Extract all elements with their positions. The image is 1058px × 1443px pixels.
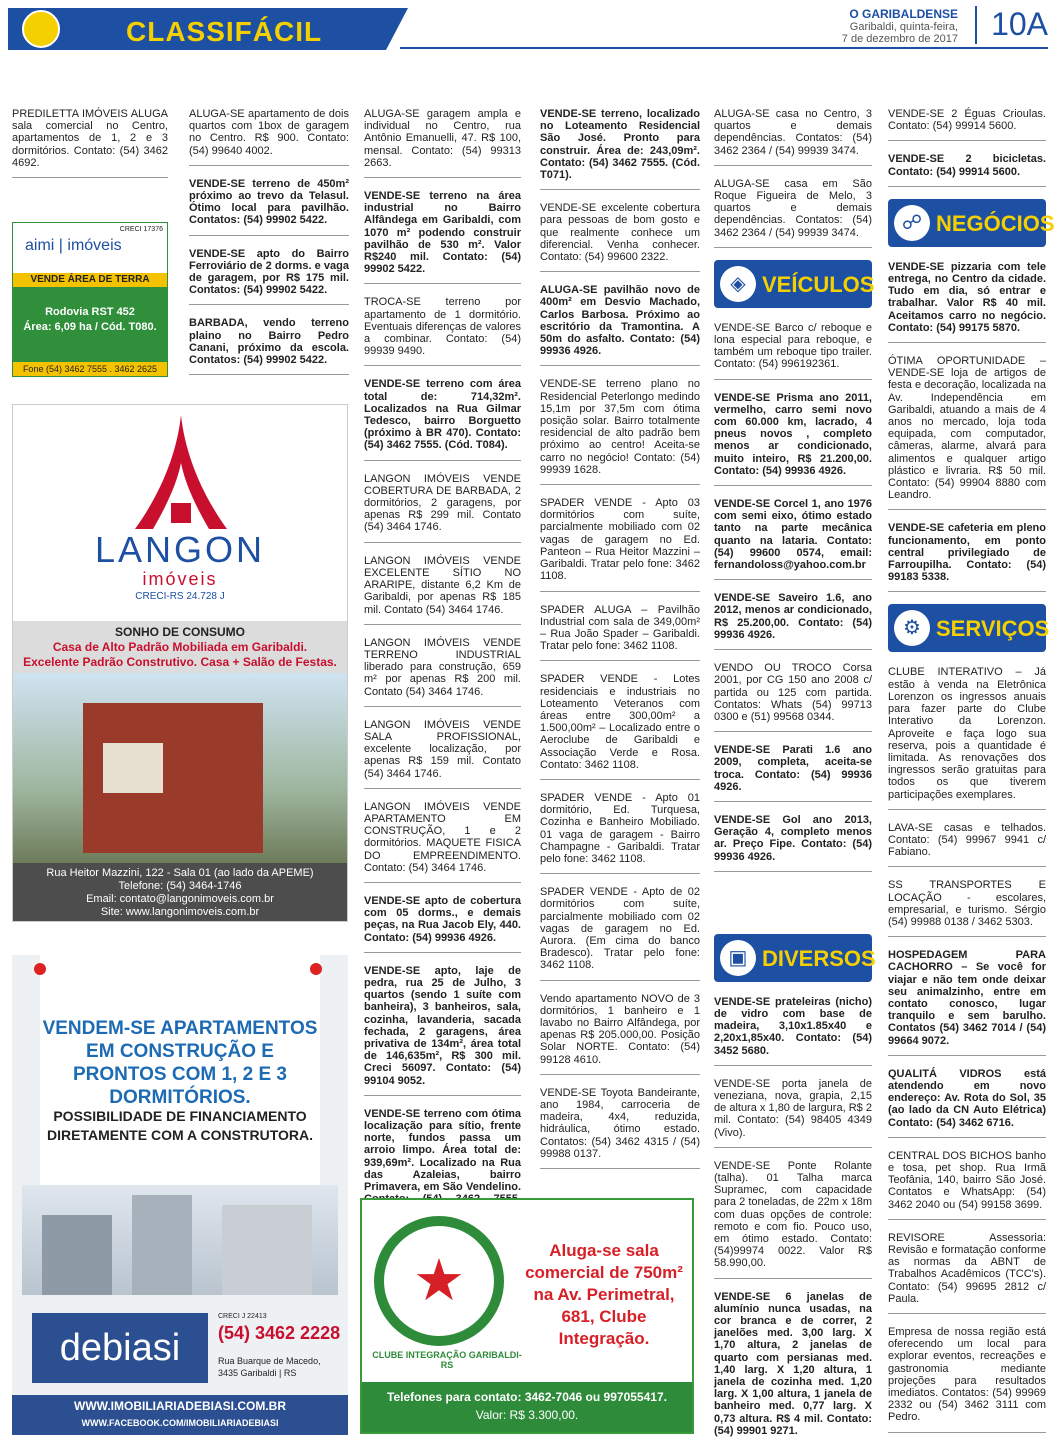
- classified-ad: VENDE-SE terreno de 450m² próximo ao trevo da Telasul. Ótimo local para pavilhão. Contatos: (54) 99902 5422.: [189, 178, 349, 236]
- aimi-area: Área: 6,09 ha / Cód. T080.: [23, 321, 157, 333]
- clube-logo-text: [372, 1350, 522, 1370]
- star-icon: ★: [413, 1248, 465, 1313]
- date-line1: Garibaldi, quinta-feira,: [849, 21, 958, 33]
- classified-ad: SS TRANSPORTES E LOCAÇÃO - escolares, empresarial, e turismo. Sérgio (54) 99988 0138 / 3462 5303.: [888, 879, 1046, 937]
- date-line2: 7 de dezembro de 2017: [841, 33, 958, 45]
- classified-ad: VENDE-SE Toyota Bandeirante, ano 1984, carroceria de madeira, 4x4, reduzida, hidráulica, ótimo estado. Contatos: (54) 3462 4315 / (54) 99988 0137.: [540, 1087, 700, 1169]
- building-illustration: [22, 1185, 338, 1295]
- classified-ad: VENDE-SE prateleiras (nicho) de vidro com base de madeira, 3,10x1.85x40 e 2,20x1,85x40. Contato: (54) 3452 5680.: [714, 996, 872, 1066]
- section-title: CLASSIFÁCIL: [126, 16, 323, 47]
- classified-ad: VENDE-SE terreno com ótima localização para sítio, frente norte, fundos passa um arroio limpo. Área total de: 939,69m². Localizado na Rua das Azaleias, bairro Primavera, em São Vendelino.: [364, 1108, 521, 1227]
- classified-ad: CENTRAL DOS BICHOS banho e tosa, pet shop. Rua Irmã Teofânia, 140, bairro São José. Contatos e WhatsApp: (54) 3462 2040 ou (54) 99158 3699.: [888, 1150, 1046, 1220]
- clube-price: Valor: R$ 3.300,00.: [475, 1408, 579, 1422]
- section-diversos: [714, 934, 876, 982]
- classified-ad: Vendo apartamento NOVO de 3 dormitórios, 1 banheiro e 1 lavabo no Bairro Alfândega, por apenas R$ 205.000,00. Posição Solar NORTE. Contato: (54) 99128 4610.: [540, 993, 700, 1075]
- classified-ad: BARBADA, vendo terreno plaino no Bairro Pedro Canani, próximo da escola. Contatos: (54) 99902 5422.: [189, 317, 349, 375]
- aimi-road: Rodovia RST 452: [45, 306, 135, 318]
- langon-address: Rua Heitor Mazzini, 122 - Sala 01 (ao lado da APEME): [46, 867, 314, 879]
- classified-ad: ALUGA-SE casa no Centro, 3 quartos e demais dependências. Contatos: (54) 3462 2364 / (54) 99939 3474.: [714, 108, 872, 166]
- section-title: NEGÓCIOS: [936, 210, 1055, 236]
- house-photo: [13, 673, 347, 863]
- column-1: [12, 108, 168, 190]
- column-5-diversos: [714, 996, 872, 1443]
- column-6-top: [888, 108, 1046, 187]
- pin-icon: [310, 963, 322, 975]
- classified-ad: VENDE-SE 6 janelas de alumínio nunca usadas, na cor branca e de correr, 2 janelões med. 3,00 larg. X 1,70 altura, 2 janelas de quarto com persianas med. 1,40 larg. X 1,20 altura, 1 janela de cozinha med. 1,20 larg. X 1,00 altura, 1 janela de banheiro med. 0,77 larg. X 0,73 altura. R$ 4 mil. Contato: (54) 99901 9271.: [714, 1291, 872, 1443]
- debiasi-facebook: WWW.FACEBOOK.COM/IMOBILIARIADEBIASI: [81, 1418, 279, 1428]
- classified-ad: LANGON IMÓVEIS VENDE EXCELENTE SÍTIO NO ARARIPE, distante 6,2 Km de Garibaldi, por apenas R$ 185 mil. Contato (54) 3464 1746.: [364, 555, 521, 625]
- classified-ad: CLUBE INTERATIVO – Já estão à venda na Eletrônica Lorenzon os ingressos anuais para fazer parte do Clube Interativo da Lorenzon. Aproveite e faça logo sua reserva, pois a quantidade é limitada. As renovações dos ingressos serão gratuitas para todos os que tiverem participações exemplares.: [888, 666, 1046, 809]
- building-shape: [132, 1195, 192, 1295]
- classified-ad: ALUGA-SE garagem ampla e individual no Centro, rua Antônio Emanuelli, 47. R$ 100, mensal. Contato: (54) 99313 2663.: [364, 108, 521, 178]
- section-title: DIVERSOS: [762, 945, 876, 971]
- debiasi-website: WWW.IMOBILIARIADEBIASI.COM.BR: [74, 1399, 286, 1413]
- box-icon: ▣: [720, 940, 756, 976]
- clube-phones: Telefones para contato: 3462-7046 ou 997055417.: [387, 1390, 667, 1404]
- debiasi-phone: (54) 3462 2228: [218, 1323, 341, 1343]
- classified-ad: SPADER ALUGA – Pavilhão Industrial com sala de 349,00m² – Rua João Spader – Garibaldi. Tratar pelo fone: 3462 1108.: [540, 604, 700, 662]
- clube-ad: [360, 1198, 694, 1434]
- classified-ad: ÓTIMA OPORTUNIDADE – VENDE-SE loja de artigos de festa e decoração, localizada na Av. Independência em Garibaldi, atuando a mais de 4 anos no mercado, loja toda equipada, com computador, câmeras, alarme, alvará para alimentos e qualquer artigo plástico e livraria. R$ 50 mil. Contato: (54) 99904 8880 com Leandro.: [888, 355, 1046, 510]
- clube-ad-text: Aluga-se sala comercial de 750m² na Av. Perimetral, 681, Clube Integração.: [525, 1241, 683, 1348]
- section-title: SERVIÇOS: [936, 616, 1050, 642]
- building-shape: [42, 1215, 112, 1295]
- section-veiculos: [714, 260, 875, 308]
- building-shape: [222, 1205, 312, 1295]
- section-title: VEÍCULOS: [762, 271, 875, 297]
- classified-ad: VENDE-SE Ponte Rolante (talha). 01 Talha marca Supramec, com capacidade para 2 toneladas, de 22m x 18m com duas opções de controle: remoto e com fio. Pouco uso, em ótimo estado. Contato: (54)99974 0022. Valor R$ 58.990,00.: [714, 1160, 872, 1279]
- debiasi-subhead: POSSIBILIDADE DE FINANCIAMENTO DIRETAMENTE COM A CONSTRUTORA.: [47, 1108, 313, 1143]
- classified-ad: VENDE-SE apto de cobertura com 05 dorms., e demais peças, na Rua Jacob Ely, 440. Contato: (54) 99936 4926.: [364, 895, 521, 953]
- classified-ad: VENDE-SE apto do Bairro Ferroviário de 2 dorms. e vaga de garagem, por R$ 175 mil. Contatos: (54) 99902 5422.: [189, 248, 349, 306]
- section-negocios: [888, 199, 1055, 247]
- classified-ad: LANGON IMÓVEIS VENDE TERRENO INDUSTRIAL liberado para construção, 659 m² por apenas R$ 200 mil. Contato (54) 3464 1746.: [364, 637, 521, 707]
- column-2: [189, 108, 349, 387]
- classified-ad: ALUGA-SE casa em São Roque Figueira de Melo, 3 quartos e demais dependências. Contatos: (54) 3462 2364 / (54) 99939 3474.: [714, 178, 872, 248]
- classified-ad: VENDE-SE 2 Éguas Crioulas. Contato: (54) 99914 5600.: [888, 108, 1046, 141]
- classified-ad: VENDE-SE terreno com área total de: 714,32m². Localizados na Rua Gilmar Tedesco, bairro Borguetto (próximo à BR 470). Contato: (54) 3462 7555. (Cód. T084).: [364, 378, 521, 460]
- debiasi-links: [12, 1395, 348, 1435]
- classified-ad: LANGON IMÓVEIS VENDE SALA PROFISSIONAL, excelente localização, por apenas R$ 159 mil. Contato (54) 3464 1746.: [364, 719, 521, 789]
- section-header: [8, 8, 386, 50]
- classified-ad: VENDE-SE terreno, localizado no Loteamento Residencial São José. Pronto para construir. Área de: 243,09m². Contato: (54) 3462 7555. (Cód. T071).: [540, 108, 700, 190]
- classified-ad: Empresa de nossa região está oferecendo um local para explorar eventos, recreações e gastronomia mediante projeções para resultados imediatos. Contatos: (54) 99969 2332 ou (54) 3462 3111 com Pedro.: [888, 1326, 1046, 1433]
- aimi-ad: [12, 222, 168, 377]
- aimi-band: VENDE ÁREA DE TERRA: [13, 273, 167, 287]
- car-icon: ◈: [720, 266, 756, 302]
- column-6-negocios: [888, 261, 1046, 593]
- langon-line3: Excelente Padrão Construtivo. Casa + Salão de Festas.: [23, 655, 337, 669]
- classified-ad: VENDE-SE apto, laje de pedra, rua 25 de Julho, 3 quartos (sendo 1 suíte com banheira), 3 banheiros, sala, cozinha, lavanderia, sacada fechada, 2 garagens, área privativa de 134m², área total de 146,635m², R$ 300 mil. Creci 56097. Contato: (54) 99104 9052.: [364, 965, 521, 1096]
- classified-ad: VENDE-SE Corcel 1, ano 1976 com semi eixo, ótimo estado tanto na parte mecânica quanto na lataria. Contato: (54) 99600 0574, email: fernandoloss@yahoo.com.br: [714, 498, 872, 580]
- header-rule: [400, 47, 1048, 49]
- column-5-top: [714, 108, 872, 248]
- clube-footer: [362, 1382, 692, 1432]
- classified-ad: VENDE-SE terreno plano no Residencial Peterlongo medindo 15,1m por 37,5m com ótima posição solar. Bairro totalmente residencial de alto padrão bem próximo ao centro! Aceita-se carro no negócio! Contato: (54) 99939 1628.: [540, 378, 700, 485]
- langon-site: Site: www.langonimoveis.com.br: [100, 906, 260, 918]
- classified-ad: VENDE-SE Prisma ano 2011, vermelho, carro semi novo com 60.000 km, lacrado, 4 pneus novos , completo menos ar condicionado, muito inteiro, R$ 21.200,00. Contato: (54) 99936 4926.: [714, 392, 872, 486]
- langon-line2: Casa de Alto Padrão Mobiliada em Garibaldi.: [52, 640, 308, 654]
- classified-ad: ALUGA-SE pavilhão novo de 400m² em Desvio Machado, Carlos Barbosa. Próximo ao escritório da Tramontina. A 50m do asfalto. Contato: (54) 99936 4926.: [540, 284, 700, 366]
- column-5: [714, 108, 876, 1443]
- classified-ad: VENDE-SE pizzaria com tele entrega, no Centro da cidade. Tudo em dia, só entrar e trabalhar. Valor R$ 40 mil. Aceitamos carro no negócio. Contato: (54) 99175 5870.: [888, 261, 1046, 343]
- tower-roof-icon: [131, 413, 231, 531]
- clube-logo: [374, 1216, 504, 1346]
- page-number: 10A: [975, 6, 1048, 44]
- debiasi-ad: [12, 955, 348, 1435]
- classified-ad: PREDILETTA IMÓVEIS ALUGA sala comercial no Centro, apartamentos de 1, 2 e 3 dormitórios. Contato: (54) 3462 4692.: [12, 108, 168, 178]
- column-4: [540, 108, 700, 1181]
- langon-email: Email: contato@langonimoveis.com.br: [86, 893, 274, 905]
- aimi-logo: aimi | imóveis: [25, 237, 122, 254]
- classified-ad: LANGON IMÓVEIS VENDE COBERTURA DE BARBADA, 2 dormitórios, 2 garagens, por apenas R$ 299 mil. Contato (54) 3464 1746.: [364, 473, 521, 543]
- classified-ad: SPADER VENDE - Apto de 02 dormitórios com suíte, parcialmente mobiliado com 02 vagas de garagem no Ed. Aurora. (Em cima do banco Bradesco). Tratar pelo fone: 3462 1108.: [540, 886, 700, 980]
- debiasi-headline: VENDEM-SE APARTAMENTOS EM CONSTRUÇÃO E PRONTOS COM 1, 2 E 3 DORMITÓRIOS.: [42, 1018, 318, 1108]
- handshake-icon: ☍: [894, 205, 930, 241]
- debiasi-logo: debiasi: [32, 1313, 208, 1383]
- aimi-details: [13, 287, 167, 362]
- clube-logo-name: CLUBE INTEGRAÇÃO: [372, 1350, 467, 1360]
- publication-info: [842, 8, 958, 45]
- classified-ad: VENDE-SE terreno na área industrial no Bairro Alfândega em Garibaldi, com 1070 m² podendo construir pavilhão de 530 m². Valor R$240 mil. Contato: (54) 99902 5422.: [364, 190, 521, 284]
- aimi-phone: Fone (54) 3462 7555 . 3462 2625: [13, 362, 167, 377]
- classified-ad: SPADER VENDE - Apto 03 dormitórios com suíte, parcialmente mobiliado com 02 vagas de garagem no Ed. Panteon – Rua Heitor Mazzini – Garibaldi. Tratar pelo fone: 3462 1108.: [540, 497, 700, 591]
- classified-ad: VENDE-SE Gol ano 2013, Geração 4, completo menos ar. Preço Fipe. Contato: (54) 99936 4926.: [714, 814, 872, 872]
- classified-ad: SPADER VENDE - Apto 01 dormitório, Ed. Turquesa, Cozinha e Banheiro Mobiliado. 01 vaga de garagem - Bairro Champagne - Garibaldi. Tratar pelo fone: 3462 1108.: [540, 792, 700, 874]
- classified-ad: VENDO OU TROCO Corsa 2001, por CG 150 ano 2008 c/ partida ou 125 com partida. Contatos: Whats (54) 99713 0300 e (51) 99568 0344.: [714, 662, 872, 732]
- pin-icon: [34, 963, 46, 975]
- section-servicos: [888, 604, 1050, 652]
- classified-ad: QUALITÁ VIDROS está atendendo em novo endereço: Av. Rota do Sol, 35 (ao lado da CN Auto Elétrica) Contato: (54) 3462 6716.: [888, 1068, 1046, 1138]
- aimi-creci: CRECI 17376: [119, 226, 163, 233]
- publication-name: O GARIBALDENSE: [849, 7, 958, 21]
- debiasi-creci: CRECI J 22413: [218, 1313, 267, 1320]
- classified-ad: HOSPEDAGEM PARA CACHORRO – Se você for viajar e não tem onde deixar seu animalzinho, entre em contato conosco, lugar tranquilo e sem barulho. Contatos (54) 3462 7014 / (54) 99664 9072.: [888, 949, 1046, 1056]
- classified-ad: VENDE-SE excelente cobertura para pessoas de bom gosto e que realmente conhece um diferencial. Venha conhecer. Contato: (54) 99600 2322.: [540, 202, 700, 272]
- classified-ad: TROCA-SE terreno por apartamento de 1 dormitório. Eventuais diferenças de valores a combinar. Contato: (54) 99939 9490.: [364, 296, 521, 366]
- langon-footer: [13, 863, 347, 921]
- langon-ad: [12, 404, 348, 922]
- column-6: [888, 108, 1055, 1443]
- classified-ad: VENDE-SE Barco c/ reboque e lona especial para reboque, e também um reboque tipo trailer. Contato: (54) 996192361.: [714, 322, 872, 380]
- langon-creci: CRECI-RS 24.728 J: [135, 591, 225, 602]
- langon-name: LANGON: [94, 529, 266, 570]
- langon-sub: imóveis: [142, 569, 218, 589]
- classified-ad: VENDE-SE cafeteria em pleno funcionamento, em ponto central privilegiado de Farroupilha. Contato: (54) 99183 5338.: [888, 522, 1046, 592]
- classified-ad: ALUGA-SE apartamento de dois quartos com 1box de garagem no Centro. R$ 900. Contato: (54) 99640 4002.: [189, 108, 349, 166]
- classified-ad: VENDE-SE 2 bicicletas. Contato: (54) 99914 5600.: [888, 153, 1046, 186]
- clube-logo-city: GARIBALDI-RS: [440, 1350, 522, 1370]
- classified-ad: VENDE-SE Saveiro 1.6, ano 2012, menos ar condicionado, R$ 25.200,00. Contato: (54) 99936 4926.: [714, 592, 872, 650]
- classified-ad: LANGON IMÓVEIS VENDE APARTAMENTO EM CONSTRUÇÃO, 1 e 2 dormitórios. MAQUETE FISICA DO EMPREENDIMENTO. Contato: (54) 3464 1746.: [364, 801, 521, 883]
- classified-ad: SPADER VENDE - Lotes residenciais e industriais no Loteamento Veteranos com áreas entre 300,00m² a 1.500,00m² – Localizado entre o Aeroclube de Garibaldi e Associação Verde e Rosa. Contato: 3462 1108.: [540, 673, 700, 780]
- langon-banner: [13, 621, 347, 673]
- debiasi-address: Rua Buarque de Macedo, 3435 Garibaldi | RS: [218, 1356, 321, 1378]
- column-5-veiculos: [714, 322, 872, 872]
- search-icon: [22, 10, 60, 48]
- langon-phone: Telefone: (54) 3464-1746: [118, 880, 242, 892]
- house-window: [103, 743, 163, 793]
- classified-ad: VENDE-SE Parati 1.6 ano 2009, completa, aceita-se troca. Contato: (54) 99936 4926.: [714, 744, 872, 802]
- classified-ad: LAVA-SE casas e telhados. Contato: (54) 99967 9941 c/ Fabiano.: [888, 822, 1046, 868]
- wrench-icon: ⚙: [894, 610, 930, 646]
- langon-headline: SONHO DE CONSUMO: [114, 625, 245, 639]
- column-6-servicos: [888, 666, 1046, 1432]
- classified-ad: VENDE-SE porta janela de veneziana, nova, grapia, 2,15 de altura x 1,80 de largura, R$ 2 mil. Contato: (54) 98405 4349 (Vivo).: [714, 1078, 872, 1148]
- column-3: [364, 108, 521, 1239]
- classified-ad: REVISORE Assessoria: Revisão e formatação conforme as normas da ABNT de Trabalhos Acadêmicos (TCC's). Contato: (54) 99695 2812 c/ Paula.: [888, 1232, 1046, 1314]
